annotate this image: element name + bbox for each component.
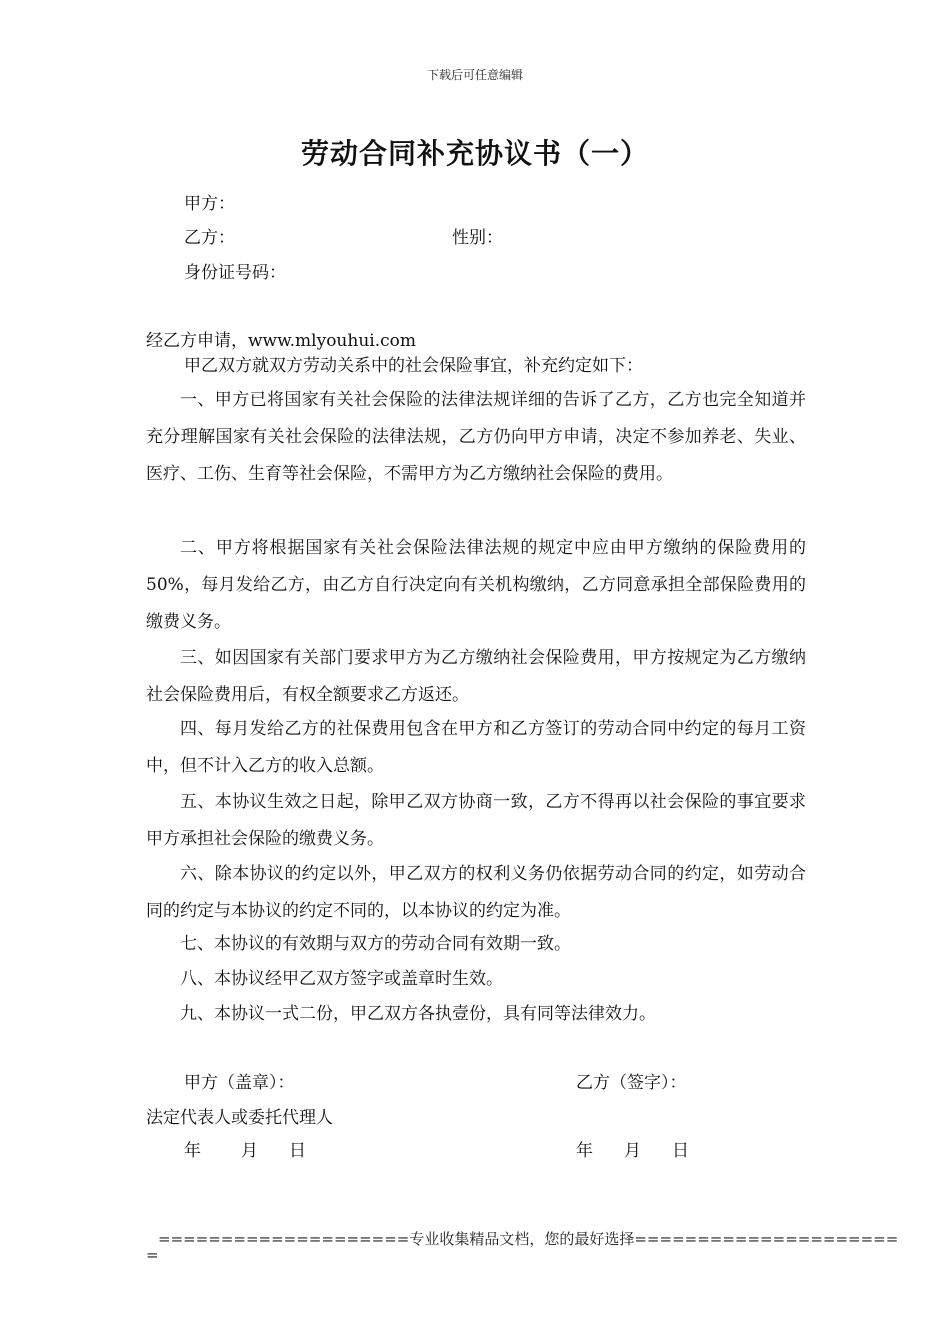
footer-banner-continuation: = [146,1246,159,1264]
gender-label: 性别： [452,228,503,248]
clause-5: 五、本协议生效之日起，除甲乙双方协商一致，乙方不得再以社会保险的事宜要求甲方承担社会保险的缴费义务。 [146,792,806,849]
page-header: 下载后可任意编辑 [426,68,523,82]
document-title: 劳动合同补充协议书（一） [300,137,649,170]
party-b-label: 乙方： [184,228,235,248]
id-number-label: 身份证号码： [184,263,286,283]
party-a-seal-label: 甲方（盖章）： [184,1073,295,1093]
intro-line-1: 经乙方申请，www.mlyouhui.com [146,331,416,351]
intro-line-2: 甲乙双方就双方劳动关系中的社会保险事宜，补充约定如下： [184,356,643,376]
clause-8: 八、本协议经甲乙双方签字或盖章时生效。 [180,969,503,989]
clause-7: 七、本协议的有效期与双方的劳动合同有效期一致。 [180,934,571,954]
party-a-day: 日 [289,1141,306,1161]
party-b-month: 月 [624,1141,641,1161]
clause-9: 九、本协议一式二份，甲乙双方各执壹份，具有同等法律效力。 [180,1004,656,1024]
party-b-year: 年 [576,1141,593,1161]
party-b-sign-label: 乙方（签字）： [576,1073,687,1093]
footer-banner: ====================专业收集精品文档，您的最好选择===================== [158,1230,899,1248]
representative-label: 法定代表人或委托代理人 [146,1108,333,1128]
clause-3: 三、如因国家有关部门要求甲方为乙方缴纳社会保险费用，甲方按规定为乙方缴纳社会保险费用后，有权全额要求乙方返还。 [146,648,806,705]
clause-6: 六、除本协议的约定以外，甲乙双方的权利义务仍依据劳动合同的约定，如劳动合同的约定与本协议的约定不同的，以本协议的约定为准。 [146,864,806,921]
party-a-label: 甲方： [184,194,235,214]
clause-4: 四、每月发给乙方的社保费用包含在甲方和乙方签订的劳动合同中约定的每月工资中，但不计入乙方的收入总额。 [146,719,806,776]
clause-1: 一、甲方已将国家有关社会保险的法律法规详细的告诉了乙方，乙方也完全知道并充分理解国家有关社会保险的法律法规，乙方仍向甲方申请，决定不参加养老、失业、医疗、工伤、生育等社会保险，不需甲方为乙方缴纳社会保险的费用。 [146,390,806,484]
clause-2: 二、甲方将根据国家有关社会保险法律法规的规定中应由甲方缴纳的保险费用的50%，每月发给乙方，由乙方自行决定向有关机构缴纳，乙方同意承担全部保险费用的缴费义务。 [146,538,806,632]
party-a-year: 年 [184,1141,201,1161]
party-b-day: 日 [672,1141,689,1161]
party-a-month: 月 [241,1141,258,1161]
